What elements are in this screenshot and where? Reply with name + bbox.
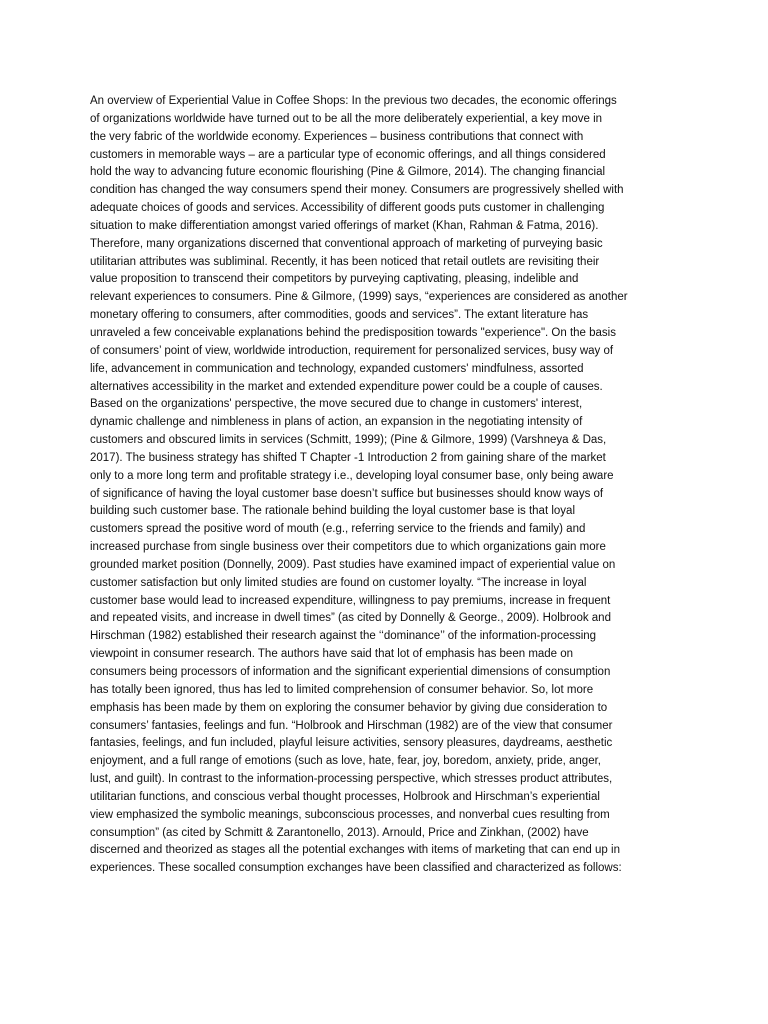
text-line: consumption” (as cited by Schmitt & Zarantonello, 2013). Arnould, Price and Zinkhan, (2002) have [90, 826, 589, 839]
text-line: customer base would lead to increased expenditure, willingness to pay premiums, increase in frequent [90, 594, 611, 607]
text-line: and repeated visits, and increase in dwell times” (as cited by Donnelly & George., 2009). Holbrook and [90, 612, 611, 625]
text-line: experiences. These socalled consumption exchanges have been classified and characterized as follows: [90, 862, 622, 875]
text-line: discerned and theorized as stages all the potential exchanges with items of marketing that can end up in [90, 844, 620, 857]
text-line: customers spread the positive word of mouth (e.g., referring service to the friends and family) and [90, 523, 586, 536]
text-line: situation to make differentiation amongst varied offerings of market (Khan, Rahman & Fatma, 2016). [90, 219, 599, 232]
text-line: enjoyment, and a full range of emotions (such as love, hate, fear, joy, boredom, anxiety, pride, anger, [90, 755, 601, 768]
text-line: building such customer base. The rationale behind building the loyal customer base is that loyal [90, 505, 575, 518]
text-line: An overview of Experiential Value in Coffee Shops: In the previous two decades, the economic offerings [90, 95, 617, 107]
text-line: the very fabric of the worldwide economy. Experiences – business contributions that connect with [90, 130, 584, 143]
text-line: Therefore, many organizations discerned that conventional approach of marketing of purveying basic [90, 237, 603, 250]
text-line: unraveled a few conceivable explanations behind the predisposition towards "experience". On the basis [90, 326, 616, 339]
text-line: adequate choices of goods and services. Accessibility of different goods puts customer in challenging [90, 202, 605, 215]
text-line: hold the way to advancing future economic flourishing (Pine & Gilmore, 2014). The changing financial [90, 166, 606, 179]
text-line: customer satisfaction but only limited studies are found on customer loyalty. “The increase in loyal [90, 576, 587, 589]
text-line: emphasis has been made by them on exploring the consumer behavior by giving due consideration to [90, 701, 608, 714]
text-line: relevant experiences to consumers. Pine & Gilmore, (1999) says, “experiences are considered as another [90, 291, 628, 304]
text-line: utilitarian functions, and conscious verbal thought processes, Holbrook and Hirschman’s experiential [90, 790, 600, 803]
text-line: consumers’ fantasies, feelings and fun. “Holbrook and Hirschman (1982) are of the view that consumer [90, 719, 613, 732]
text-line: monetary offering to consumers, after commodities, goods and services”. The extant literature has [90, 309, 589, 322]
text-line: has totally been ignored, thus has led to limited comprehension of consumer behavior. So, lot more [90, 683, 594, 696]
text-line: Based on the organizations' perspective, the move secured due to change in customers' interest, [90, 398, 583, 411]
text-line: condition has changed the way consumers spend their money. Consumers are progressively shelled with [90, 184, 624, 197]
text-line: customers in memorable ways – are a particular type of economic offerings, and all things considered [90, 148, 606, 161]
text-line: dynamic challenge and nimbleness in plans of action, an expansion in the negotiating intensity of [90, 416, 583, 429]
text-line: view emphasized the symbolic meanings, subconscious processes, and nonverbal cues resulting from [90, 808, 610, 821]
text-line: 2017). The business strategy has shifted T Chapter -1 Introduction 2 from gaining share of the market [90, 451, 606, 464]
text-line: consumers being processors of information and the significant experiential dimensions of consumption [90, 666, 611, 678]
text-line: fantasies, feelings, and fun included, playful leisure activities, sensory pleasures, daydreams, aesthetic [90, 737, 613, 750]
text-line: of organizations worldwide have turned out to be all the more deliberately experiential, a key move in [90, 112, 603, 125]
text-line: value proposition to transcend their competitors by purveying captivating, pleasing, indelible and [90, 273, 579, 286]
text-line: only to a more long term and profitable strategy i.e., developing loyal consumer base, only being aware [90, 469, 614, 482]
text-line: viewpoint in consumer research. The authors have said that lot of emphasis has been made on [90, 648, 574, 661]
text-line: of consumers’ point of view, worldwide introduction, requirement for personalized services, busy way of [90, 344, 614, 357]
text-line: grounded market position (Donnelly, 2009). Past studies have examined impact of experiential value on [90, 558, 616, 571]
text-line: Hirschman (1982) established their research against the ‘‘dominance’’ of the information-processing [90, 630, 597, 643]
text-line: lust, and guilt). In contrast to the information-processing perspective, which stresses product attributes, [90, 773, 613, 786]
text-line: utilitarian attributes was subliminal. Recently, it has been noticed that retail outlets are revisiting their [90, 255, 600, 268]
text-line: customers and obscured limits in services (Schmitt, 1999); (Pine & Gilmore, 1999) (Varshneya & Das, [90, 434, 607, 447]
text-line: life, advancement in communication and technology, expanded customers' mindfulness, assorted [90, 362, 584, 375]
text-line: increased purchase from single business over their competitors due to which organizations gain more [90, 541, 606, 554]
text-line: alternatives accessibility in the market and extended expenditure power could be a couple of causes. [90, 380, 603, 393]
body-paragraph [90, 93, 690, 878]
text-line: of significance of having the loyal customer base doesn’t suffice but businesses should know ways of [90, 487, 604, 500]
